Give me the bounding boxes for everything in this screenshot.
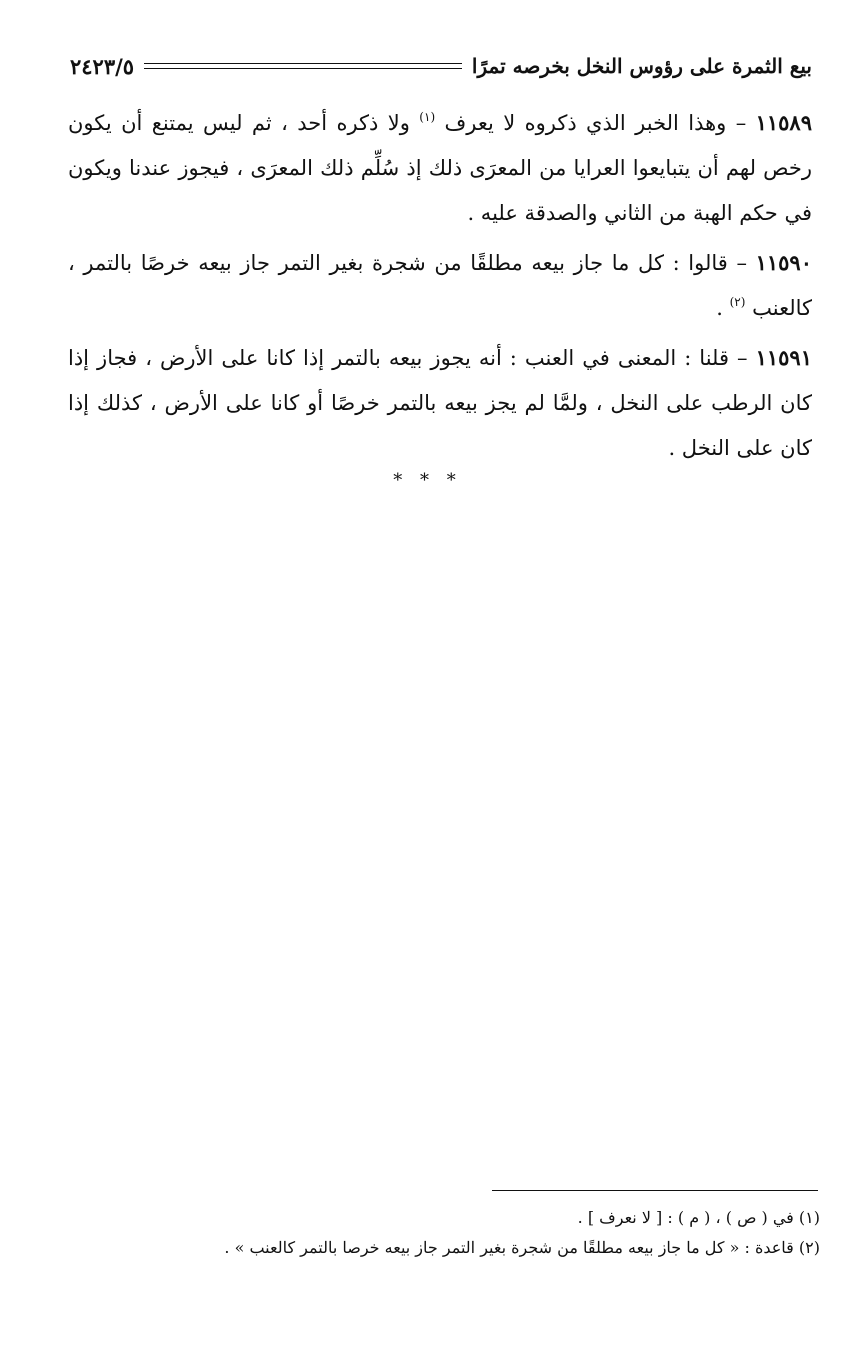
paragraph-text: .	[716, 296, 730, 320]
running-header	[70, 48, 812, 84]
paragraph-11589	[68, 100, 812, 236]
footnote-rule	[492, 1190, 818, 1191]
paragraph-dash: –	[729, 346, 756, 370]
footnote-ref: (٢)	[729, 295, 746, 309]
header-title: بيع الثمرة على رؤوس النخل بخرصه تمرًا	[471, 54, 812, 78]
footnotes	[100, 1203, 820, 1263]
main-text	[68, 100, 812, 475]
section-separator: * * *	[393, 470, 462, 491]
footnote-1: (١) في ( ص ) ، ( م ) : [ لا نعرف ] .	[577, 1208, 820, 1227]
paragraph-number: ١١٥٩١	[755, 345, 812, 370]
footnote-2: (٢) قاعدة : « كل ما جاز بيعه مطلقًا من شجرة بغير التمر جاز بيعه خرصا بالتمر كالعنب » .	[224, 1238, 820, 1257]
paragraph-text: قلنا : المعنى في العنب : أنه يجوز بيعه بالتمر إذا كانا على الأرض ، فجاز إذا كان الرطب على النخل ، ولمَّا لم يجز بيعه بالتمر خرصًا أو كانا على الأرض ، كذلك إذا كان على النخل .	[68, 346, 812, 460]
page-number: ٢٤٢٣/٥	[70, 53, 135, 79]
footnote-ref: (١)	[419, 110, 436, 124]
paragraph-dash: –	[727, 251, 756, 275]
paragraph-text: وهذا الخبر الذي ذكروه لا يعرف	[435, 111, 727, 135]
paragraph-number: ١١٥٩٠	[755, 250, 812, 275]
header-rule	[144, 63, 462, 69]
paragraph-number: ١١٥٨٩	[755, 110, 812, 135]
paragraph-11591	[68, 335, 812, 471]
paragraph-dash: –	[726, 111, 756, 135]
paragraph-text: قالوا : كل ما جاز بيعه مطلقًا من شجرة بغير التمر جاز بيعه خرصًا بالتمر ، كالعنب	[68, 251, 812, 320]
paragraph-text: ولا ذكره أحد ، ثم ليس يمتنع أن يكون رخص لهم أن يتبايعوا العرايا من المعرَى ذلك إذ سُلِّم ذلك المعرَى ، فيجوز عندنا ويكون في حكم الهبة من الثاني والصدقة عليه .	[68, 111, 812, 225]
paragraph-11590	[68, 240, 812, 331]
